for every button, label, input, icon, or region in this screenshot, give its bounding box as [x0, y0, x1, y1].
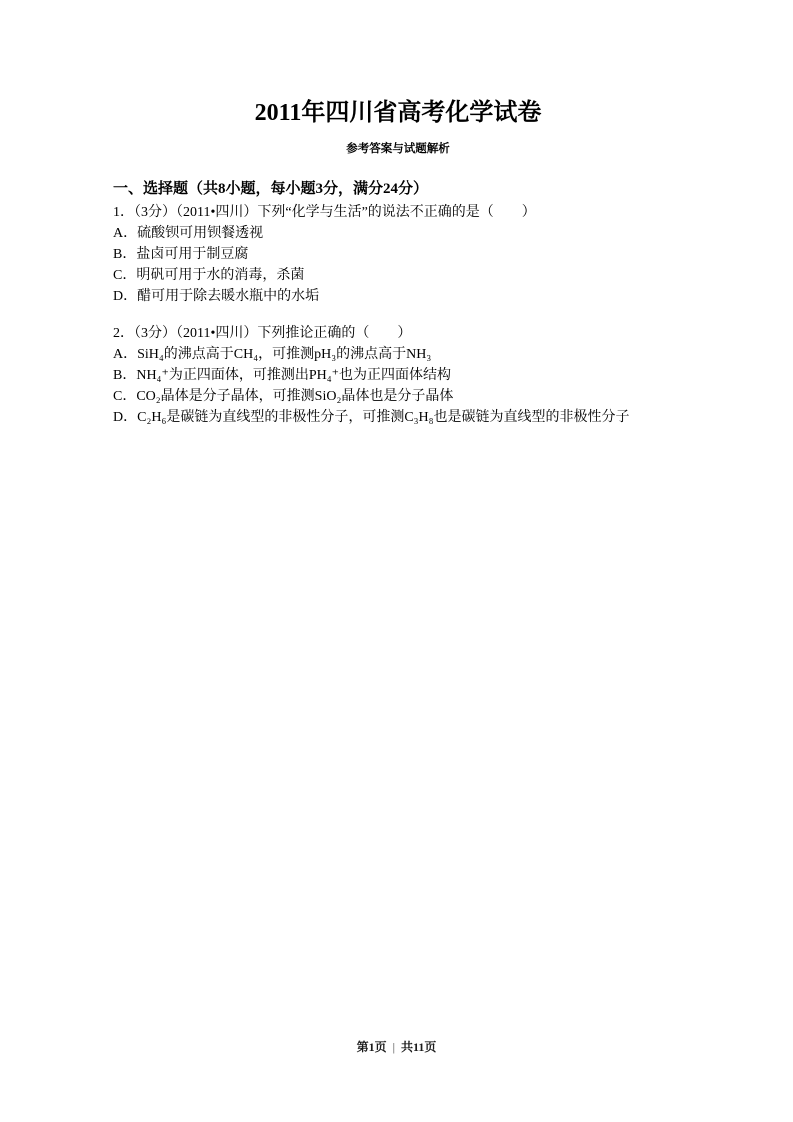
footer-separator: |: [392, 1040, 396, 1054]
question-option: A．SiH₄的沸点高于CH₄，可推测pH₃的沸点高于NH₃: [113, 347, 432, 362]
section-heading: 一、选择题（共8小题，每小题3分，满分24分）: [113, 181, 429, 197]
question-stem: 2．（3分）（2011•四川）下列推论正确的（ ）: [113, 326, 412, 341]
question-option: A．硫酸钡可用钡餐透视: [113, 226, 264, 241]
question-option: C．明矾可用于水的消毒，杀菌: [113, 268, 305, 283]
footer-current-page: 第1页: [356, 1040, 387, 1054]
question-stem: 1．（3分）（2011•四川）下列“化学与生活”的说法不正确的是（ ）: [113, 205, 536, 220]
question-list: [113, 202, 683, 428]
question-option: B．盐卤可用于制豆腐: [113, 247, 249, 262]
page-footer: [0, 1038, 793, 1055]
question-2: [113, 323, 683, 428]
question-option: C．CO₂晶体是分子晶体，可推测SiO₂晶体也是分子晶体: [113, 389, 454, 404]
question-1: [113, 202, 683, 307]
footer-total-pages: 共11页: [401, 1040, 437, 1054]
document-title: 2011年四川省高考化学试卷: [254, 100, 542, 126]
question-option: B．NH₄⁺为正四面体，可推测出PH₄⁺也为正四面体结构: [113, 368, 451, 383]
content-area: [113, 0, 683, 428]
question-option: D．C₂H₆是碳链为直线型的非极性分子，可推测C₃H₈也是碳链为直线型的非极性分子: [113, 410, 630, 425]
document-subtitle: 参考答案与试题解析: [346, 143, 450, 155]
question-option: D．醋可用于除去暖水瓶中的水垢: [113, 289, 320, 304]
